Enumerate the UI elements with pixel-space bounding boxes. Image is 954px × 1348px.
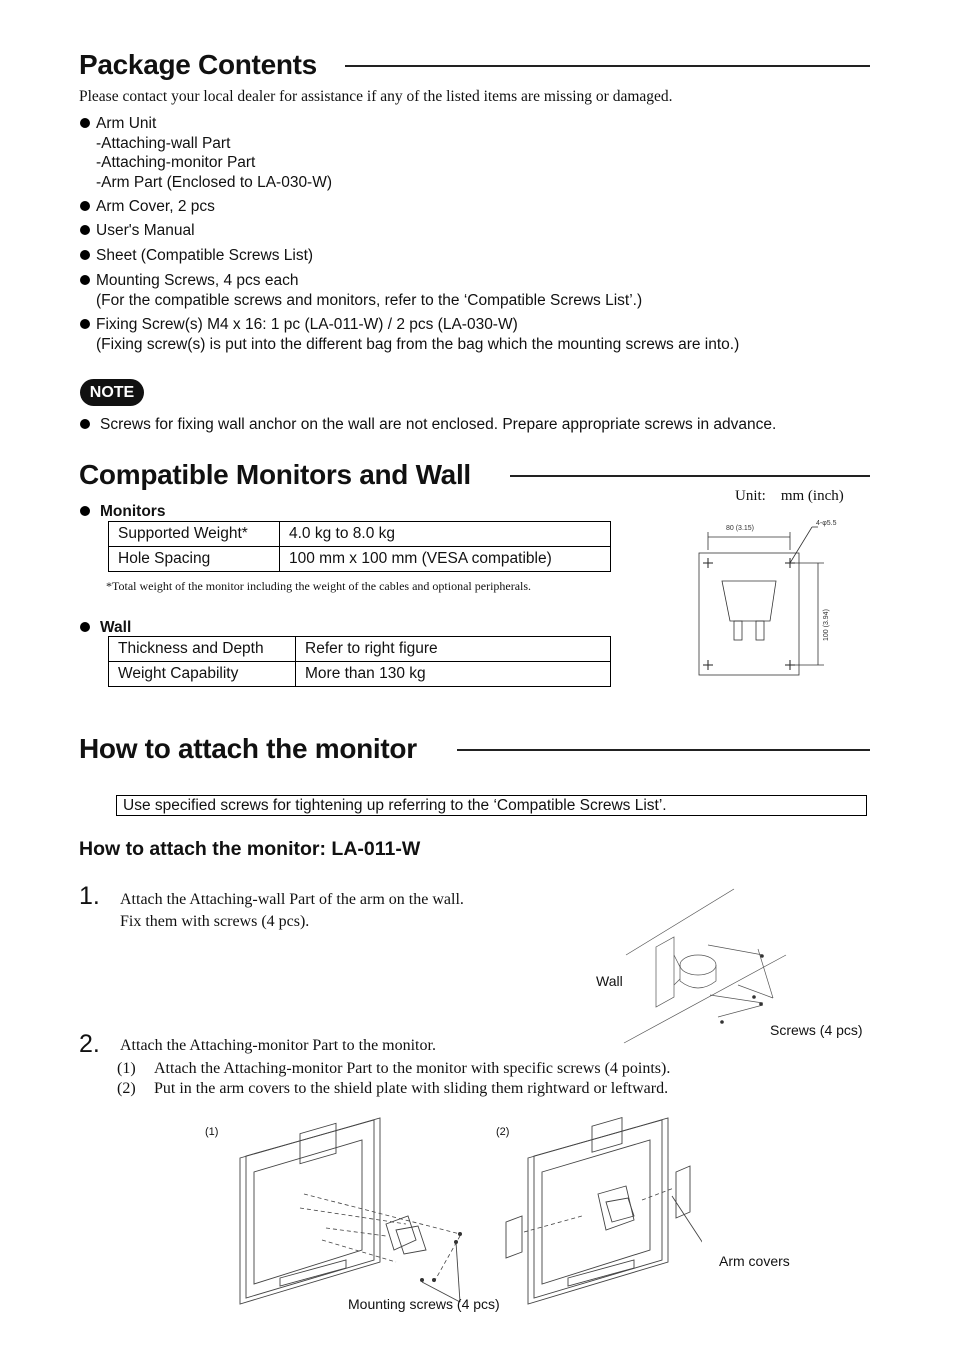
arm-covers-label: Arm covers <box>719 1253 790 1269</box>
item-line: Arm Unit <box>96 115 157 132</box>
substep-text: Attach the Attaching-monitor Part to the monitor with specific screws (4 points). <box>154 1060 671 1077</box>
monitor-figure-2 <box>502 1112 702 1307</box>
screws-label: Screws (4 pcs) <box>770 1022 863 1038</box>
table-row <box>109 637 611 662</box>
substep-text: Put in the arm covers to the shield plate with sliding them rightward or leftward. <box>154 1080 669 1097</box>
item-line: Fixing Screw(s) M4 x 16: 1 pc (LA-011-W) / 2 pcs (LA-030-W) <box>96 316 518 333</box>
item-line: -Arm Part (Enclosed to LA-030-W) <box>96 173 333 191</box>
table-cell: Hole Spacing <box>109 547 280 572</box>
item-line: Mounting Screws, 4 pcs each <box>96 272 299 289</box>
substep-num: (1) <box>117 1060 136 1077</box>
bullet-icon <box>80 419 90 429</box>
figure-1-label: (1) <box>205 1126 219 1138</box>
bullet-icon <box>80 118 90 128</box>
item-line: Arm Cover, 2 pcs <box>96 198 215 215</box>
heading-rule <box>345 65 870 67</box>
step2-text: Attach the Attaching-monitor Part to the monitor. <box>120 1037 436 1054</box>
dim-width-label: 80 (3.15) <box>726 525 755 532</box>
wall-table <box>108 636 611 687</box>
monitor-figure-1 <box>236 1112 476 1307</box>
item-line: -Attaching-monitor Part <box>96 154 256 171</box>
monitors-footnote: *Total weight of the monitor including the weight of the cables and optional peripherals. <box>106 579 532 593</box>
bullet-icon <box>80 201 90 211</box>
note-badge: NOTE <box>80 379 144 406</box>
step1-line: Attach the Attaching-wall Part of the arm on the wall. <box>120 891 464 908</box>
heading-rule <box>510 475 870 477</box>
unit-note <box>735 488 844 505</box>
compatible-heading: Compatible Monitors and Wall <box>79 459 471 490</box>
bullet-icon <box>80 319 90 329</box>
table-row <box>109 662 611 687</box>
item-line: -Attaching-wall Part <box>96 134 231 152</box>
package-contents-heading: Package Contents <box>79 49 317 80</box>
substep-num: (2) <box>117 1080 136 1097</box>
table-cell: More than 130 kg <box>296 662 611 687</box>
step1-text <box>120 889 464 933</box>
step-number: 1. <box>79 882 100 910</box>
step-number: 2. <box>79 1030 100 1058</box>
step2-substeps <box>117 1059 670 1099</box>
note-text: Screws for fixing wall anchor on the wall are not enclosed. Prepare appropriate screws in advance. <box>100 416 777 433</box>
unit-label: Unit: <box>735 488 766 504</box>
table-cell: 100 mm x 100 mm (VESA compatible) <box>280 547 611 572</box>
unit-value: mm (inch) <box>780 488 844 504</box>
figure-2-label: (2) <box>496 1126 510 1138</box>
item-line: (For the compatible screws and monitors, refer to the ‘Compatible Screws List’.) <box>96 291 643 309</box>
step1-line: Fix them with screws (4 pcs). <box>120 913 310 930</box>
substep <box>117 1059 670 1079</box>
monitors-table <box>108 521 611 572</box>
table-cell: Supported Weight* <box>109 522 280 547</box>
screws-warning-box: Use specified screws for tightening up referring to the ‘Compatible Screws List’. <box>116 795 867 816</box>
heading-rule <box>457 749 870 751</box>
monitors-label: Monitors <box>100 503 166 520</box>
wall-plate-figure <box>690 515 870 685</box>
wall-label: Wall <box>100 619 132 636</box>
bullet-icon <box>80 622 90 632</box>
table-cell: Refer to right figure <box>296 637 611 662</box>
table-row <box>109 522 611 547</box>
item-line: User's Manual <box>96 222 195 239</box>
item-line: Sheet (Compatible Screws List) <box>96 247 314 264</box>
wall-label: Wall <box>596 973 623 989</box>
wall-mount-figure <box>618 885 788 1045</box>
bullet-icon <box>80 506 90 516</box>
bullet-icon <box>80 225 90 235</box>
table-cell: 4.0 kg to 8.0 kg <box>280 522 611 547</box>
bullet-icon <box>80 275 90 285</box>
dim-hole-label: 4-φ5.5 <box>816 520 837 527</box>
item-line: (Fixing screw(s) is put into the different bag from the bag which the mounting screws are into.) <box>96 335 740 353</box>
package-intro: Please contact your local dealer for assistance if any of the listed items are missing or damaged. <box>79 88 673 105</box>
table-row <box>109 547 611 572</box>
attach-heading: How to attach the monitor <box>79 733 417 764</box>
bullet-icon <box>80 250 90 260</box>
table-cell: Thickness and Depth <box>109 637 296 662</box>
mounting-screws-label: Mounting screws (4 pcs) <box>348 1296 500 1312</box>
substep <box>117 1079 670 1099</box>
table-cell: Weight Capability <box>109 662 296 687</box>
attach-subheading: How to attach the monitor: LA-011-W <box>79 838 421 860</box>
dim-height-label: 100 (3.94) <box>823 609 830 641</box>
